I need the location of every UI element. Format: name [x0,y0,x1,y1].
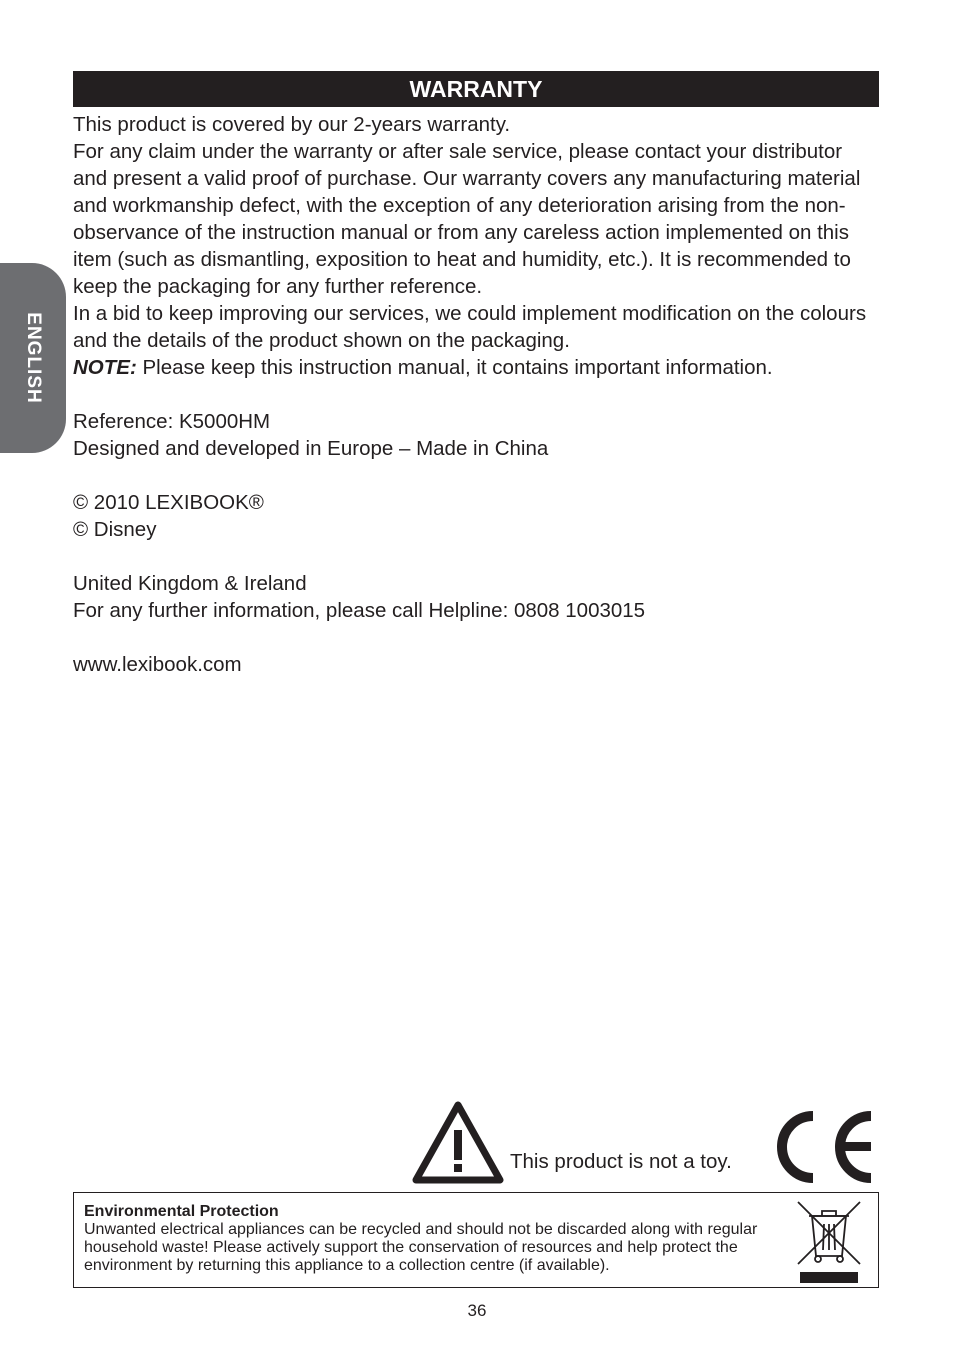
reference-code: Reference: K5000HM [73,410,271,433]
warranty-note [73,354,881,381]
ce-mark-icon [769,1106,881,1188]
environmental-title: Environmental Protection [84,1203,279,1220]
contact-region: United Kingdom & Ireland [73,572,307,595]
environmental-text: Unwanted electrical appliances can be recycled and should not be discarded along with regular household waste! Please actively support the conservation of resources and help protect the environment by returning this appliance to a collection centre (if available). [84,1221,758,1274]
contact-helpline: For any further information, please call Helpline: 0808 1003015 [73,599,646,622]
section-title-bar [73,71,879,107]
copyright-lexibook: © 2010 LEXIBOOK® [73,491,264,514]
note-label: NOTE: [73,356,137,379]
crossed-out-bin-icon [794,1198,864,1284]
environmental-protection-box [73,1192,879,1288]
language-label: ENGLISH [23,312,44,404]
warranty-modification-paragraph: In a bid to keep improving our services, we could implement modification on the colours and the details of the product shown on the packaging. [73,302,867,352]
page-number: 36 [467,1301,487,1320]
warranty-claim-paragraph: For any claim under the warranty or after sale service, please contact your distributor and present a valid proof of purchase. Our warranty covers any manufacturing material and workmanship defect, with the exception of any deterioration arising from the non-observance of the instruction manual or from any careless action implemented on this item (such as dismantling, exposition to heat and humidity, etc.). It is recommended to keep the packaging for any further reference. [73,140,861,298]
warning-triangle-icon [412,1100,504,1184]
section-title: WARRANTY [409,75,543,102]
warning-text: This product is not a toy. [510,1150,732,1173]
warranty-content [73,111,881,678]
reference-origin: Designed and developed in Europe – Made in China [73,437,549,460]
copyright-disney: © Disney [73,518,157,541]
warranty-intro: This product is covered by our 2-years warranty. [73,113,511,136]
environmental-text-block [84,1203,784,1275]
toy-warning [412,1100,882,1188]
language-side-tab [0,263,66,453]
contact-website[interactable]: www.lexibook.com [73,653,242,676]
note-text: Please keep this instruction manual, it contains important information. [136,356,773,379]
